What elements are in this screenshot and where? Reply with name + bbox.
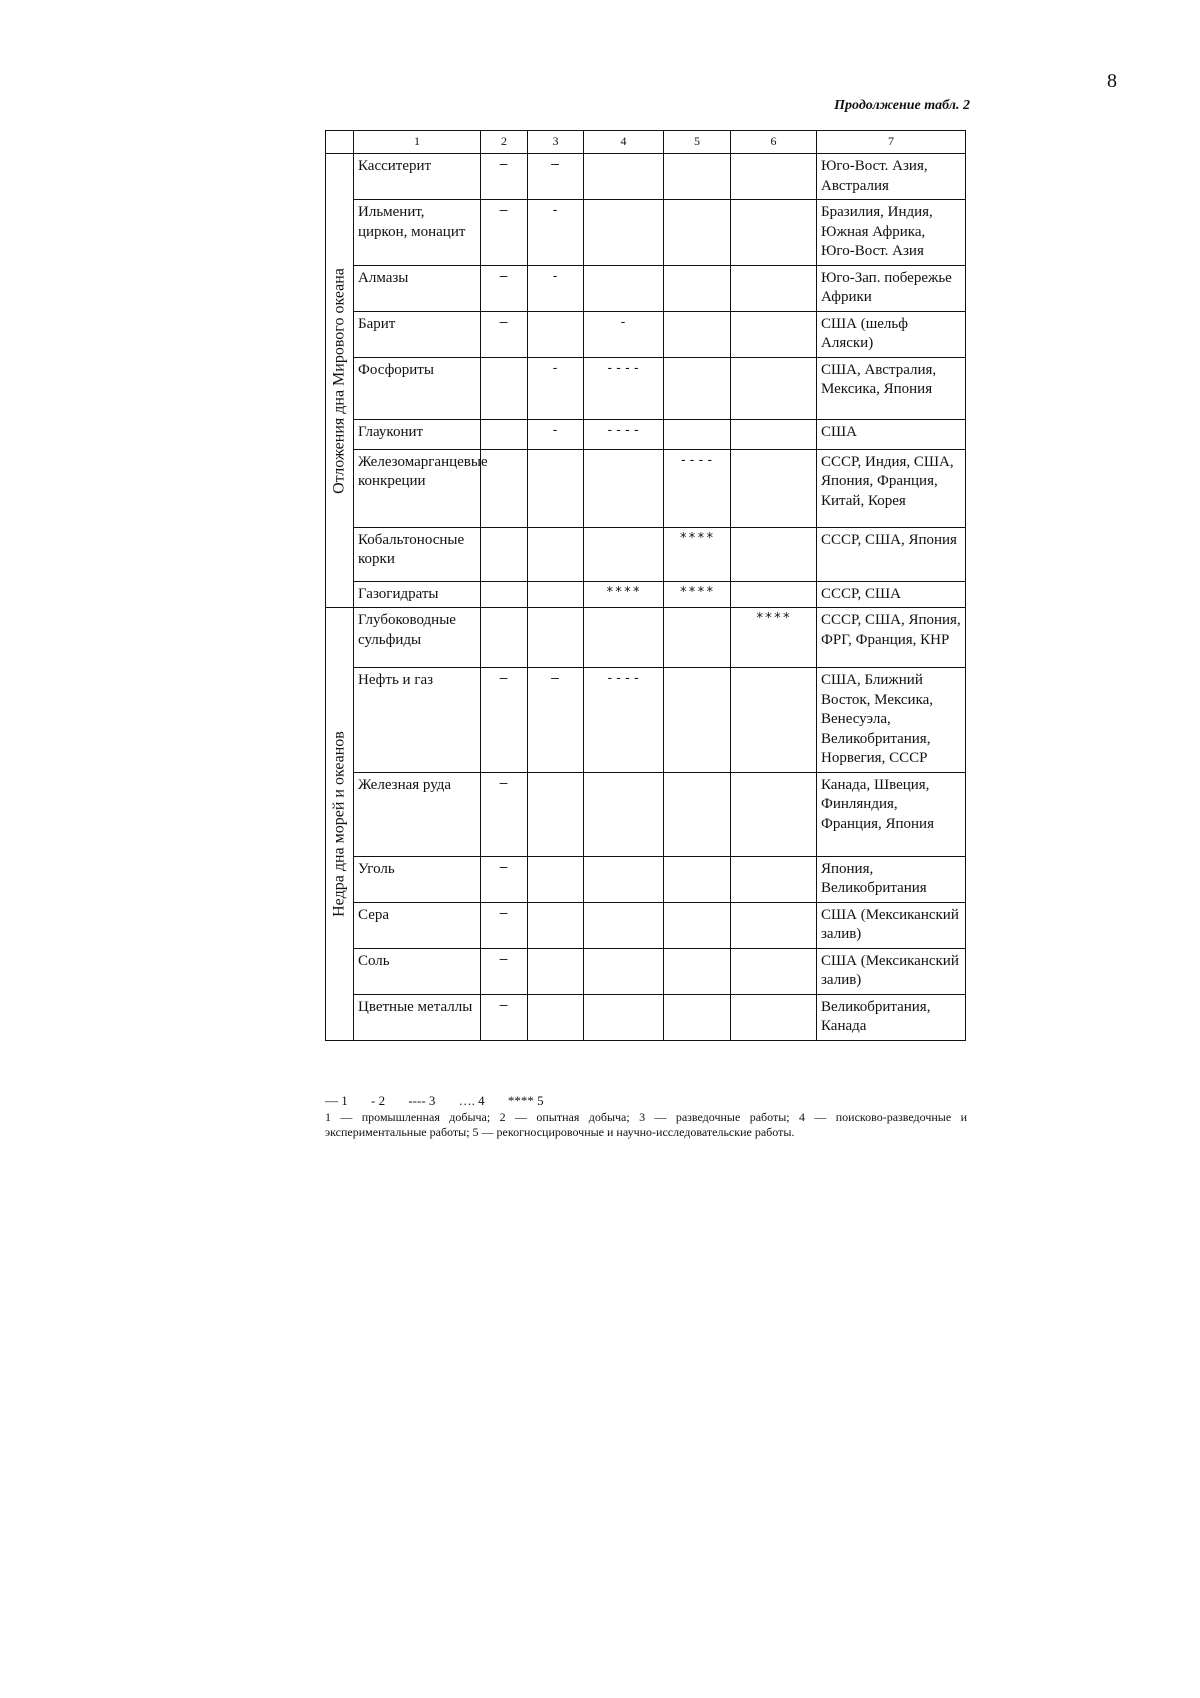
countries-cell: США (Мексиканский залив) [817,948,966,994]
stage-cell [528,948,584,994]
resource-name: Нефть и газ [354,668,481,773]
resource-name: Уголь [354,856,481,902]
stage-cell [664,668,731,773]
stage-cell [731,357,817,419]
group-cell [326,608,354,1041]
stage-cell [664,948,731,994]
stage-cell: ---- [584,668,664,773]
header-empty [326,131,354,154]
stage-cell: — [481,948,528,994]
legend-symbol: — 1 [325,1093,348,1108]
stage-cell: **** [664,581,731,608]
stage-cell: - [528,419,584,449]
stage-cell [584,948,664,994]
countries-cell: Великобритания, Канада [817,994,966,1040]
stage-cell [528,772,584,856]
resource-name: Цветные металлы [354,994,481,1040]
stage-cell [584,902,664,948]
stage-cell [584,200,664,266]
table-row [326,994,966,1040]
stage-cell: ---- [584,419,664,449]
stage-cell [481,357,528,419]
header-row [326,131,966,154]
legend [325,1093,967,1140]
countries-cell: США (шельф Аляски) [817,311,966,357]
stage-cell [584,856,664,902]
legend-symbol: ---- 3 [408,1093,436,1108]
stage-cell: — [481,200,528,266]
stage-cell [528,902,584,948]
resource-name: Железомарганцевые конкреции [354,449,481,527]
stage-cell [481,527,528,581]
table-body [326,154,966,1041]
column-header: 2 [481,131,528,154]
column-header: 6 [731,131,817,154]
table-row [326,200,966,266]
page-number: 8 [1107,70,1117,92]
stage-cell [481,419,528,449]
stage-cell [664,902,731,948]
stage-cell [528,856,584,902]
countries-cell: США, Ближний Восток, Мексика, Венесуэла, Великобритания, Норвегия, СССР [817,668,966,773]
stage-cell: ---- [664,449,731,527]
stage-cell [731,265,817,311]
stage-cell: — [481,856,528,902]
legend-symbols [325,1093,967,1109]
stage-cell [584,772,664,856]
stage-cell: — [528,154,584,200]
countries-cell: США [817,419,966,449]
stage-cell: — [481,668,528,773]
table-row [326,154,966,200]
table-row [326,902,966,948]
stage-cell [664,200,731,266]
resource-name: Железная руда [354,772,481,856]
resource-name: Барит [354,311,481,357]
table-row [326,311,966,357]
stage-cell [731,200,817,266]
stage-cell [664,772,731,856]
countries-cell: Япония, Великобритания [817,856,966,902]
group-label: Недра дна морей и океанов [330,730,348,917]
stage-cell: — [528,668,584,773]
countries-cell: СССР, США [817,581,966,608]
stage-cell [731,527,817,581]
legend-symbol: - 2 [371,1093,386,1108]
stage-cell [584,265,664,311]
stage-cell [731,856,817,902]
legend-symbol: …. 4 [458,1093,485,1108]
stage-cell [731,419,817,449]
stage-cell [481,608,528,668]
stage-cell: - [528,265,584,311]
stage-cell [528,311,584,357]
stage-cell: **** [584,581,664,608]
stage-cell [664,994,731,1040]
group-cell [326,154,354,608]
resource-name: Фосфориты [354,357,481,419]
stage-cell [664,608,731,668]
stage-cell: — [481,265,528,311]
table-row [326,668,966,773]
resource-name: Глубоководные сульфиды [354,608,481,668]
legend-symbol: **** 5 [507,1093,544,1108]
countries-cell: Бразилия, Индия, Южная Африка, Юго-Вост. Азия [817,200,966,266]
stage-cell [584,608,664,668]
legend-text: 1 — промышленная добыча; 2 — опытная добыча; 3 — разведочные работы; 4 — поисково-разведочные и экспериментальные работы; 5 — рекогносцировочные и научно-исследовательские работы. [325,1110,967,1139]
resource-name: Газогидраты [354,581,481,608]
stage-cell [528,527,584,581]
table-row [326,772,966,856]
table-row [326,419,966,449]
group-label: Отложения дна Мирового океана [330,267,348,494]
countries-cell: США (Мексиканский залив) [817,902,966,948]
stage-cell [731,154,817,200]
countries-cell: США, Австралия, Мексика, Япония [817,357,966,419]
stage-cell [664,154,731,200]
resource-name: Ильменит, циркон, монацит [354,200,481,266]
stage-cell: — [481,772,528,856]
stage-cell [528,449,584,527]
table-row [326,608,966,668]
table-row [326,357,966,419]
column-header: 3 [528,131,584,154]
resource-name: Сера [354,902,481,948]
stage-cell: — [481,994,528,1040]
stage-cell [664,357,731,419]
stage-cell [481,581,528,608]
stage-cell [584,994,664,1040]
table-row [326,265,966,311]
stage-cell [731,994,817,1040]
table-row [326,527,966,581]
countries-cell: Юго-Зап. побережье Африки [817,265,966,311]
countries-cell: СССР, США, Япония, ФРГ, Франция, КНР [817,608,966,668]
stage-cell [664,856,731,902]
stage-cell [731,311,817,357]
stage-cell: ---- [584,357,664,419]
resource-name: Соль [354,948,481,994]
table-row [326,581,966,608]
column-header: 4 [584,131,664,154]
stage-cell: - [528,357,584,419]
stage-cell [731,902,817,948]
stage-cell [731,668,817,773]
stage-cell: — [481,154,528,200]
stage-cell [664,419,731,449]
resource-name: Алмазы [354,265,481,311]
stage-cell [664,311,731,357]
stage-cell: - [584,311,664,357]
column-header: 7 [817,131,966,154]
column-header: 5 [664,131,731,154]
table-row [326,948,966,994]
stage-cell [731,449,817,527]
table-row [326,856,966,902]
countries-cell: Юго-Вост. Азия, Австралия [817,154,966,200]
stage-cell [731,948,817,994]
stage-cell [731,581,817,608]
countries-cell: СССР, США, Япония [817,527,966,581]
stage-cell [731,772,817,856]
stage-cell [664,265,731,311]
resource-table [325,130,966,1041]
stage-cell [528,581,584,608]
countries-cell: СССР, Индия, США, Япония, Франция, Китай, Корея [817,449,966,527]
table-row [326,449,966,527]
stage-cell: **** [664,527,731,581]
stage-cell: - [528,200,584,266]
column-header: 1 [354,131,481,154]
table-caption: Продолжение табл. 2 [834,98,970,113]
stage-cell: — [481,311,528,357]
resource-name: Касситерит [354,154,481,200]
stage-cell [584,449,664,527]
stage-cell: — [481,902,528,948]
stage-cell [528,608,584,668]
stage-cell: **** [731,608,817,668]
stage-cell [584,154,664,200]
stage-cell [584,527,664,581]
resource-name: Глауконит [354,419,481,449]
stage-cell [528,994,584,1040]
countries-cell: Канада, Швеция, Финляндия, Франция, Япония [817,772,966,856]
resource-name: Кобальтоносные корки [354,527,481,581]
